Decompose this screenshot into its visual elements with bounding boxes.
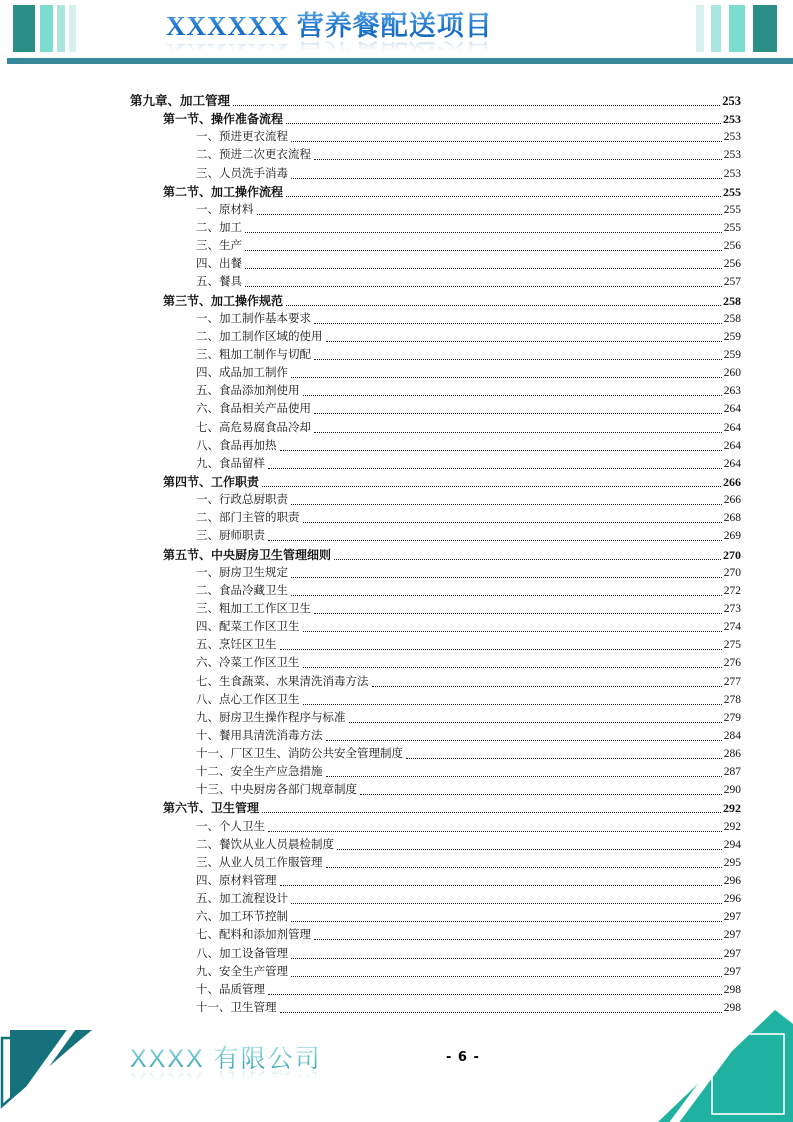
toc-entry-title: 六、冷菜工作区卫生 [196,657,300,670]
toc-entry[interactable] [130,419,741,437]
toc-entry-page-number: 278 [723,693,741,706]
toc-dot-leader [326,763,722,777]
toc-entry-title: 九、厨房卫生操作程序与标准 [196,711,346,724]
toc-entry-page-number: 264 [723,403,741,416]
toc-dot-leader [303,509,722,523]
toc-entry[interactable] [130,745,741,763]
toc-entry-title: 五、食品添加剂使用 [196,385,300,398]
toc-entry-page-number: 270 [723,566,741,579]
toc-entry[interactable] [130,799,741,817]
toc-entry[interactable] [130,237,741,255]
corner-decoration-bottom-right [650,1010,793,1122]
toc-entry-title: 五、烹饪区卫生 [196,639,277,652]
toc-entry-page-number: 270 [723,547,741,562]
toc-entry[interactable] [130,527,741,545]
toc-entry[interactable] [130,763,741,781]
toc-entry[interactable] [130,564,741,582]
toc-entry-page-number: 277 [723,675,741,688]
toc-entry-title: 八、点心工作区卫生 [196,693,300,706]
toc-entry-title: 十、品质管理 [196,983,265,996]
toc-entry[interactable] [130,781,741,799]
toc-entry-title: 三、厨师职责 [196,530,265,543]
header-bar-left-4 [69,5,76,52]
toc-entry-title: 一、原材料 [196,203,254,216]
toc-entry[interactable] [130,908,741,926]
toc-entry[interactable] [130,473,741,491]
header-bar-left-1 [13,5,35,52]
toc-entry-title: 八、加工设备管理 [196,947,288,960]
toc-dot-leader [245,255,722,269]
toc-entry-title: 二、加工 [196,221,242,234]
toc-entry-page-number: 266 [723,494,741,507]
toc-dot-leader [291,165,722,179]
toc-entry[interactable] [130,600,741,618]
table-of-contents [130,92,741,1017]
toc-entry[interactable] [130,981,741,999]
toc-entry-page-number: 264 [723,457,741,470]
toc-entry-page-number: 292 [723,801,741,816]
toc-dot-leader [314,926,722,940]
toc-entry-title: 九、食品留样 [196,457,265,470]
toc-entry[interactable] [130,691,741,709]
toc-entry-page-number: 255 [723,203,741,216]
toc-entry-title: 六、食品相关产品使用 [196,403,311,416]
toc-entry-page-number: 292 [723,820,741,833]
toc-entry-page-number: 255 [723,184,741,199]
toc-entry-title: 一、个人卫生 [196,820,265,833]
toc-entry-page-number: 253 [723,131,741,144]
toc-entry[interactable] [130,818,741,836]
toc-entry[interactable] [130,582,741,600]
toc-entry-title: 九、安全生产管理 [196,965,288,978]
toc-dot-leader [286,292,721,306]
toc-dot-leader [291,128,722,142]
page-number-label: - 6 - [446,1050,480,1065]
toc-entry[interactable] [130,709,741,727]
toc-entry[interactable] [130,872,741,890]
toc-entry[interactable] [130,455,741,473]
toc-dot-leader [245,237,722,251]
toc-entry[interactable] [130,618,741,636]
toc-entry-page-number: 253 [722,94,741,108]
toc-dot-leader [257,201,722,215]
toc-entry[interactable] [130,328,741,346]
toc-entry-page-number: 269 [723,530,741,543]
toc-dot-leader [280,872,722,886]
toc-entry[interactable] [130,346,741,364]
toc-dot-leader [314,310,722,324]
toc-entry[interactable] [130,890,741,908]
toc-entry-title: 七、配料和添加剂管理 [196,929,311,942]
toc-entry-title: 第一节、操作准备流程 [163,112,284,127]
toc-dot-leader [245,273,722,287]
toc-entry-title: 十一、卫生管理 [196,1002,277,1015]
toc-entry-title: 三、粗加工制作与切配 [196,348,311,361]
toc-entry-title: 四、成品加工制作 [196,367,288,380]
toc-entry-title: 一、预进更衣流程 [196,131,288,144]
toc-entry[interactable] [130,292,741,310]
toc-entry[interactable] [130,310,741,328]
toc-dot-leader [291,908,722,922]
toc-entry-page-number: 286 [723,748,741,761]
toc-entry-title: 第二节、加工操作流程 [163,184,284,199]
toc-entry[interactable] [130,945,741,963]
toc-entry[interactable] [130,165,741,183]
toc-entry-title: 三、粗加工工作区卫生 [196,602,311,615]
toc-dot-leader [406,745,722,759]
toc-dot-leader [326,328,722,342]
toc-entry[interactable] [130,219,741,237]
toc-entry-page-number: 264 [723,421,741,434]
toc-entry-page-number: 256 [723,258,741,271]
toc-entry-page-number: 297 [723,965,741,978]
toc-entry-page-number: 297 [723,947,741,960]
toc-dot-leader [268,455,722,469]
toc-entry-page-number: 296 [723,875,741,888]
toc-entry-page-number: 259 [723,348,741,361]
toc-dot-leader [291,963,722,977]
toc-dot-leader [291,890,722,904]
toc-entry-title: 第六节、卫生管理 [163,801,260,816]
toc-entry-title: 三、生产 [196,240,242,253]
toc-entry-page-number: 287 [723,766,741,779]
toc-entry-title: 四、出餐 [196,258,242,271]
toc-dot-leader [268,527,722,541]
toc-dot-leader [286,110,721,124]
toc-dot-leader [303,691,722,705]
toc-entry-title: 二、部门主管的职责 [196,512,300,525]
toc-entry[interactable] [130,273,741,291]
toc-dot-leader [314,346,722,360]
toc-entry[interactable] [130,854,741,872]
toc-entry-page-number: 258 [723,312,741,325]
header-bar-right-4 [753,5,777,52]
toc-entry-page-number: 276 [723,657,741,670]
toc-entry-page-number: 290 [723,784,741,797]
toc-dot-leader [262,473,721,487]
toc-entry[interactable] [130,364,741,382]
toc-entry-page-number: 298 [723,1002,741,1015]
toc-entry-page-number: 268 [723,512,741,525]
toc-entry[interactable] [130,836,741,854]
toc-entry-title: 六、加工环节控制 [196,911,288,924]
footer-company-name: XXXX 有限公司 [130,1045,322,1073]
toc-dot-leader [360,781,722,795]
toc-entry-title: 十一、厂区卫生、消防公共安全管理制度 [196,748,403,761]
toc-entry[interactable] [130,673,741,691]
toc-dot-leader [291,364,722,378]
toc-entry-page-number: 295 [723,856,741,869]
toc-entry[interactable] [130,546,741,564]
toc-dot-leader [233,92,720,106]
toc-dot-leader [303,382,722,396]
toc-entry-title: 第三节、加工操作规范 [163,293,284,308]
toc-entry-title: 一、行政总厨职责 [196,494,288,507]
toc-dot-leader [262,799,721,813]
toc-entry-page-number: 297 [723,911,741,924]
header-divider-rule [7,58,793,64]
toc-entry-title: 七、生食蔬菜、水果清洗消毒方法 [196,675,369,688]
toc-entry[interactable] [130,727,741,745]
toc-dot-leader [280,437,722,451]
toc-dot-leader [349,709,722,723]
toc-entry-page-number: 298 [723,983,741,996]
toc-entry-page-number: 296 [723,893,741,906]
toc-dot-leader [314,600,722,614]
toc-entry-title: 一、加工制作基本要求 [196,312,311,325]
toc-entry[interactable] [130,110,741,128]
toc-dot-leader [372,673,722,687]
toc-entry-page-number: 260 [723,367,741,380]
toc-entry-page-number: 272 [723,584,741,597]
toc-dot-leader [334,546,721,560]
toc-entry-title: 第四节、工作职责 [163,474,260,489]
document-header-title: XXXXXX 营养餐配送项目 [166,8,493,44]
header-bar-left-2 [40,5,53,52]
toc-entry-page-number: 275 [723,639,741,652]
toc-entry[interactable] [130,509,741,527]
toc-entry[interactable] [130,654,741,672]
toc-entry-page-number: 274 [723,621,741,634]
toc-entry-title: 二、餐饮从业人员晨检制度 [196,838,334,851]
toc-entry[interactable] [130,437,741,455]
toc-entry-title: 十二、安全生产应急措施 [196,766,323,779]
toc-entry-title: 二、预进二次更衣流程 [196,149,311,162]
toc-entry-page-number: 284 [723,729,741,742]
toc-dot-leader [291,491,722,505]
toc-entry[interactable] [130,146,741,164]
toc-entry-page-number: 294 [723,838,741,851]
toc-dot-leader [291,945,722,959]
toc-entry-page-number: 264 [723,439,741,452]
toc-dot-leader [286,183,721,197]
toc-entry-title: 三、人员洗手消毒 [196,167,288,180]
corner-decoration-bottom-left [0,1026,100,1114]
toc-entry[interactable] [130,926,741,944]
toc-entry-page-number: 259 [723,330,741,343]
toc-entry[interactable] [130,491,741,509]
toc-dot-leader [314,146,722,160]
toc-entry-page-number: 253 [723,112,741,127]
toc-entry-page-number: 273 [723,602,741,615]
toc-entry-page-number: 258 [723,293,741,308]
toc-entry[interactable] [130,400,741,418]
toc-entry[interactable] [130,963,741,981]
header-bar-right-1 [696,5,704,52]
toc-entry[interactable] [130,636,741,654]
toc-entry[interactable] [130,382,741,400]
toc-entry-page-number: 297 [723,929,741,942]
toc-entry-page-number: 256 [723,240,741,253]
toc-entry-title: 八、食品再加热 [196,439,277,452]
toc-entry-page-number: 253 [723,149,741,162]
toc-entry-page-number: 266 [723,474,741,489]
toc-dot-leader [326,854,722,868]
toc-entry-page-number: 279 [723,711,741,724]
toc-entry-title: 第五节、中央厨房卫生管理细则 [163,547,332,562]
toc-dot-leader [303,618,722,632]
toc-dot-leader [268,981,722,995]
toc-dot-leader [326,727,722,741]
toc-dot-leader [314,400,722,414]
header-bar-right-2 [711,5,721,52]
toc-entry-title: 第九章、加工管理 [130,94,231,108]
toc-entry-title: 二、加工制作区域的使用 [196,330,323,343]
toc-entry-page-number: 257 [723,276,741,289]
toc-dot-leader [291,582,722,596]
toc-entry-title: 七、高危易腐食品冷却 [196,421,311,434]
header-bar-left-3 [57,5,65,52]
toc-entry-title: 一、厨房卫生规定 [196,566,288,579]
toc-entry[interactable] [130,92,741,110]
toc-entry-title: 五、加工流程设计 [196,893,288,906]
toc-entry-title: 十三、中央厨房各部门规章制度 [196,784,357,797]
toc-entry-page-number: 263 [723,385,741,398]
toc-entry-title: 四、配菜工作区卫生 [196,621,300,634]
toc-entry[interactable] [130,128,741,146]
toc-entry-title: 五、餐具 [196,276,242,289]
toc-dot-leader [303,654,722,668]
toc-dot-leader [291,564,722,578]
toc-dot-leader [268,818,722,832]
toc-dot-leader [245,219,722,233]
toc-entry[interactable] [130,255,741,273]
toc-entry-page-number: 255 [723,221,741,234]
toc-dot-leader [314,419,722,433]
toc-entry-title: 三、从业人员工作服管理 [196,856,323,869]
toc-entry-title: 四、原材料管理 [196,875,277,888]
toc-entry-page-number: 253 [723,167,741,180]
header-bar-right-3 [729,5,745,52]
toc-dot-leader [280,636,722,650]
toc-entry-title: 二、食品冷藏卫生 [196,584,288,597]
toc-dot-leader [337,836,722,850]
toc-entry-title: 十、餐用具清洗消毒方法 [196,729,323,742]
toc-entry[interactable] [130,183,741,201]
toc-entry[interactable] [130,201,741,219]
